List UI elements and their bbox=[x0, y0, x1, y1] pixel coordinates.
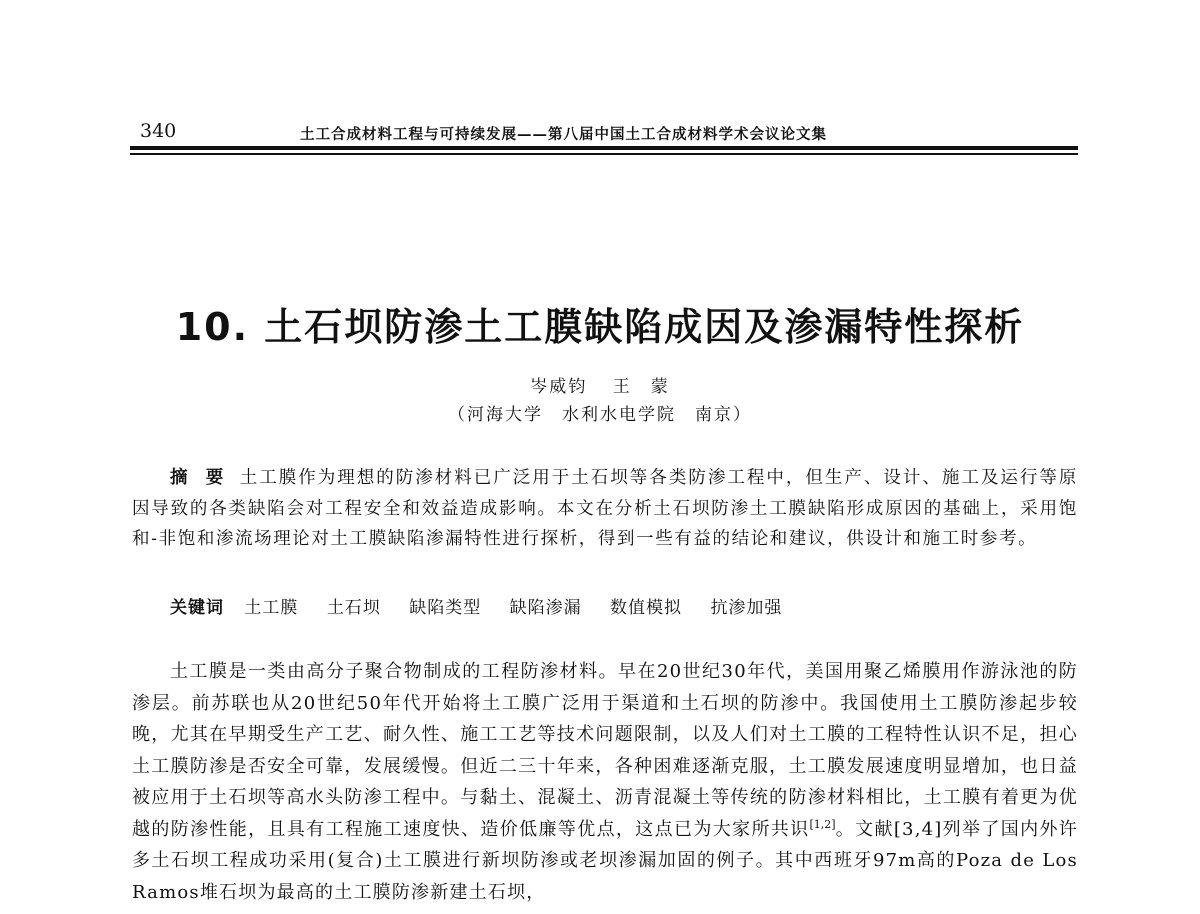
abstract-label: 摘 要 bbox=[170, 468, 224, 488]
keyword: 数值模拟 bbox=[610, 598, 683, 618]
keyword: 土工膜 bbox=[244, 598, 299, 618]
abstract bbox=[132, 463, 1078, 555]
affiliation: （河海大学 水利水电学院 南京） bbox=[448, 405, 752, 425]
body-paragraph bbox=[132, 656, 1078, 908]
author-name: 王 蒙 bbox=[612, 377, 670, 397]
article-title: 10. 土石坝防渗土工膜缺陷成因及渗漏特性探析 bbox=[175, 305, 1025, 349]
header-rule-thick bbox=[130, 146, 1078, 150]
keyword: 土石坝 bbox=[326, 598, 381, 618]
author-list bbox=[0, 372, 1200, 397]
citation: [1,2] bbox=[809, 817, 836, 831]
keywords-label: 关键词 bbox=[170, 598, 224, 618]
keyword: 缺陷渗漏 bbox=[509, 598, 582, 618]
body-text-part2: 。文献[3,4]列举了国内外许多土石坝工程成功采用(复合)土工膜进行新坝防渗或老坝渗漏加固的例子。其中西班牙97m高的Poza de Los Ramos堆石坝为最高的土工膜防渗新建土石坝， bbox=[132, 818, 1078, 903]
keyword: 抗渗加强 bbox=[710, 598, 783, 618]
body-text-part1: 土工膜是一类由高分子聚合物制成的工程防渗材料。早在20世纪30年代，美国用聚乙烯膜用作游泳池的防渗层。前苏联也从20世纪50年代开始将土工膜广泛用于渠道和土石坝的防渗中。我国使用土工膜防渗起步较晚，尤其在早期受生产工艺、耐久性、施工工艺等技术问题限制，以及人们对土工膜的工程特性认识不足，担心土工膜防渗是否安全可靠，发展缓慢。但近二三十年来，各种困难逐渐克服，土工膜发展速度明显增加，也日益被应用于土石坝等高水头防渗工程中。与黏土、混凝土、沥青混凝土等传统的防渗材料相比，土工膜有着更为优越的防渗性能，且具有工程施工速度快、造价低廉等优点，这点已为大家所共识 bbox=[132, 661, 1078, 840]
page-number: 340 bbox=[140, 120, 177, 142]
page-header bbox=[130, 118, 1078, 148]
author-name: 岑威钧 bbox=[530, 377, 588, 397]
keyword: 缺陷类型 bbox=[409, 598, 482, 618]
abstract-text: 土工膜作为理想的防渗材料已广泛用于土石坝等各类防渗工程中，但生产、设计、施工及运行等原因导致的各类缺陷会对工程安全和效益造成影响。本文在分析土石坝防渗土工膜缺陷形成原因的基础上，采用饱和-非饱和渗流场理论对土工膜缺陷渗漏特性进行探析，得到一些有益的结论和建议，供设计和施工时参考。 bbox=[132, 468, 1079, 549]
header-rule-thin bbox=[130, 153, 1078, 155]
running-title: 土工合成材料工程与可持续发展——第八届中国土工合成材料学术会议论文集 bbox=[300, 126, 827, 143]
keywords bbox=[170, 593, 1078, 618]
